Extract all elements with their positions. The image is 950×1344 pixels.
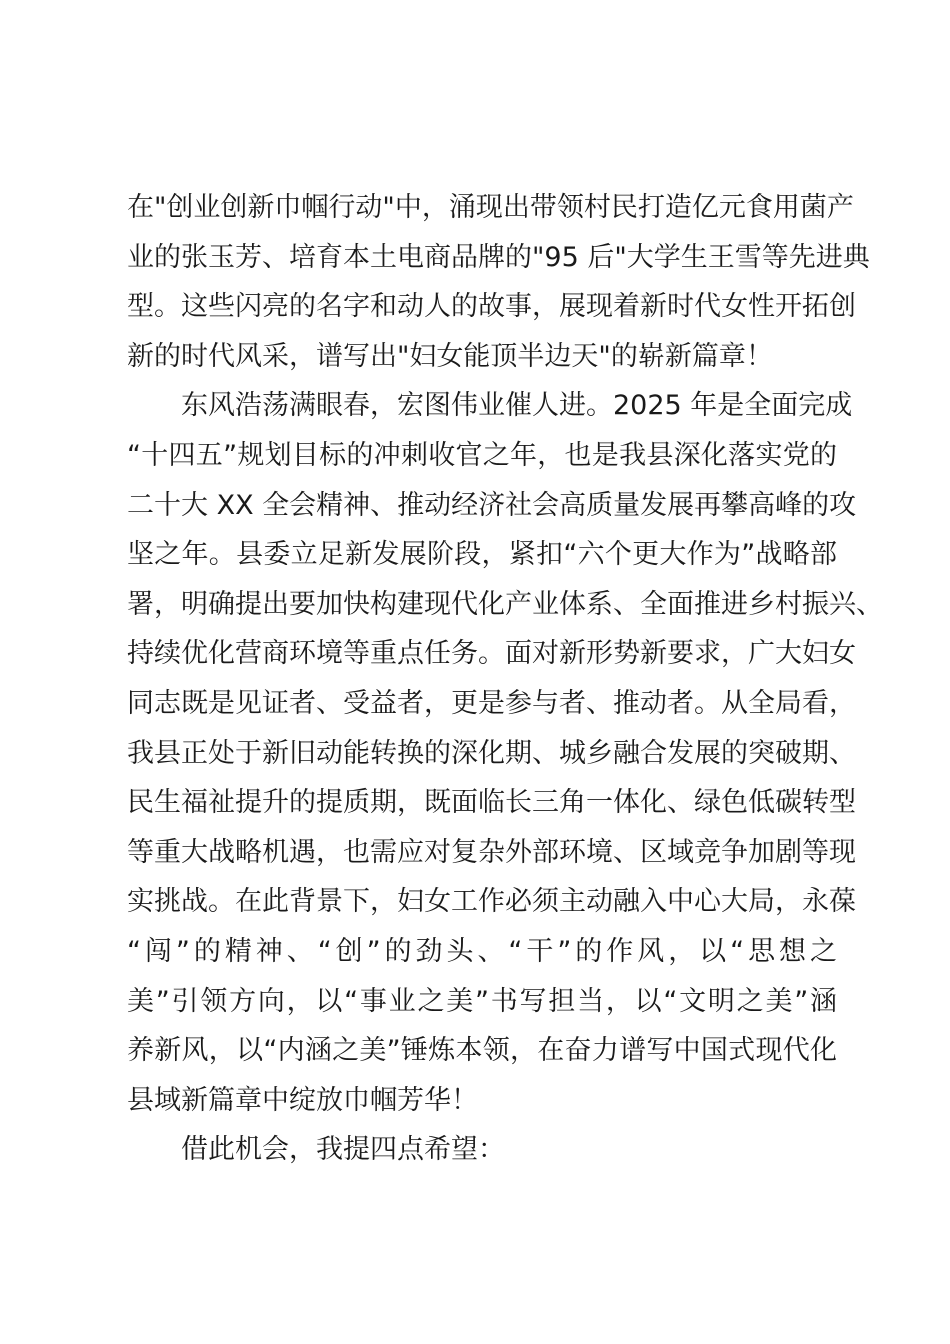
body-text xyxy=(127,183,883,1175)
text-line: 二十大 XX 全会精神、推动经济社会高质量发展再攀高峰的攻 xyxy=(127,489,857,521)
paragraph-3 xyxy=(127,1125,837,1175)
text-line: 新的时代风采，谱写出"妇女能顶半边天"的崭新篇章！ xyxy=(127,340,773,372)
text-line: 实挑战。在此背景下，妇女工作必须主动融入中心大局，永葆 xyxy=(127,886,856,918)
text-line: 等重大战略机遇，也需应对复杂外部环境、区域竞争加剧等现 xyxy=(127,836,856,868)
text-line: “十四五”规划目标的冲刺收官之年，也是我县深化落实党的 xyxy=(127,439,837,471)
paragraph-1 xyxy=(127,183,870,381)
text-line: 署，明确提出要加快构建现代化产业体系、全面推进乡村振兴、 xyxy=(127,588,883,620)
text-line: 坚之年。县委立足新发展阶段，紧扣“六个更大作为”战略部 xyxy=(127,539,837,571)
text-line: “闯”的精神、“创”的劲头、“干”的作风，以“思想之 xyxy=(127,935,837,967)
text-line: 持续优化营商环境等重点任务。面对新形势新要求，广大妇女 xyxy=(127,638,856,670)
text-line: 民生福祉提升的提质期，既面临长三角一体化、绿色低碳转型 xyxy=(127,787,856,819)
text-line: 养新风，以“内涵之美”锤炼本领，在奋力谱写中国式现代化 xyxy=(127,1035,837,1067)
text-line: 借此机会，我提四点希望： xyxy=(181,1134,505,1166)
text-line: 在"创业创新巾帼行动"中，涌现出带领村民打造亿元食用菌产 xyxy=(127,192,854,223)
text-line: 型。这些闪亮的名字和动人的故事，展现着新时代女性开拓创 xyxy=(127,291,856,323)
text-line: 业的张玉芳、培育本土电商品牌的"95 后"大学生王雪等先进典 xyxy=(127,241,870,273)
paragraph-2 xyxy=(127,381,883,1125)
text-line: 县域新篇章中绽放巾帼芳华！ xyxy=(127,1084,478,1116)
text-line: 美”引领方向，以“事业之美”书写担当，以“文明之美”涵 xyxy=(127,985,837,1017)
text-line: 同志既是见证者、受益者，更是参与者、推动者。从全局看， xyxy=(127,687,856,719)
text-line: 东风浩荡满眼春，宏图伟业催人进。2025 年是全面完成 xyxy=(181,390,853,422)
text-line: 我县正处于新旧动能转换的深化期、城乡融合发展的突破期、 xyxy=(127,737,856,769)
